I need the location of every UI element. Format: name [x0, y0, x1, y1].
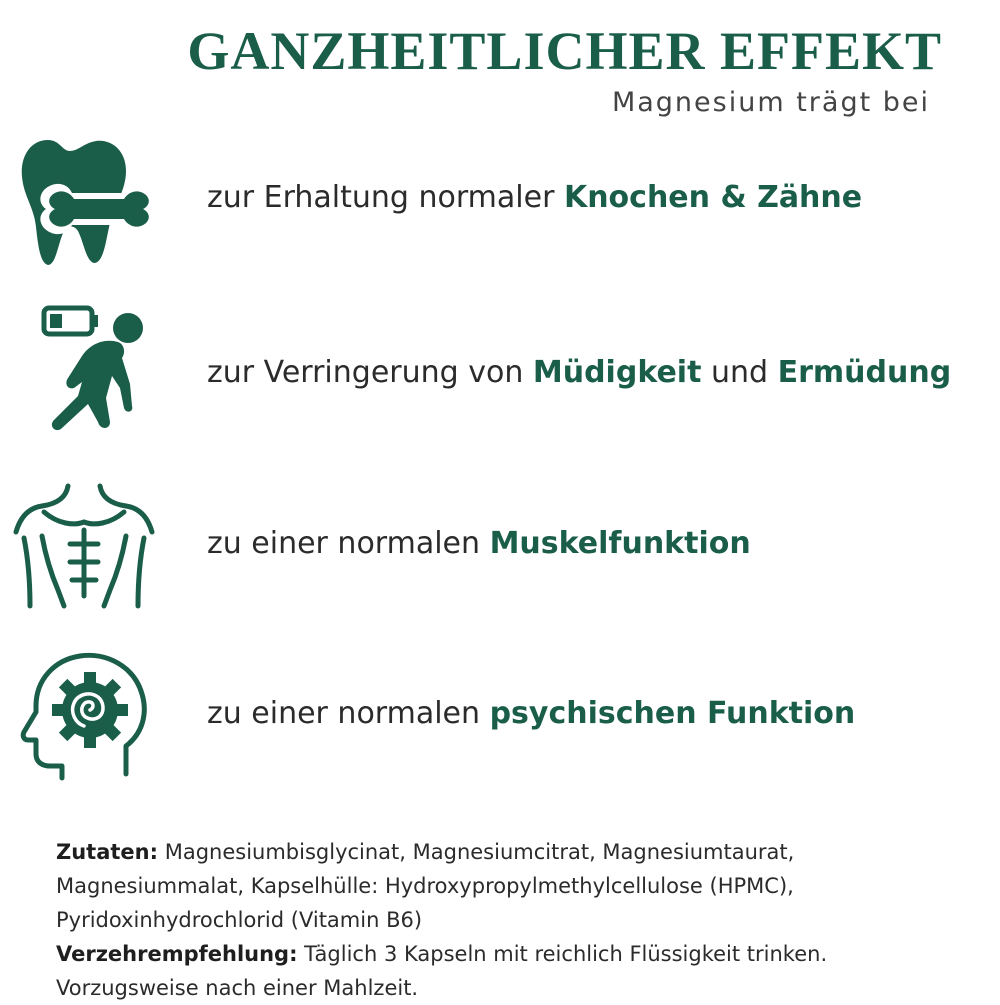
benefit-highlight: psychischen Funktion	[489, 696, 856, 731]
muscle-torso-icon	[8, 478, 168, 613]
recommendation-label: Verzehrempfehlung:	[56, 942, 298, 966]
benefit-text: zu einer normalen Muskelfunktion	[207, 526, 751, 561]
ingredients	[56, 835, 976, 937]
benefit-highlight: Muskelfunktion	[489, 526, 751, 561]
benefit-text: zur Verringerung von Müdigkeit und Ermüdung	[207, 355, 952, 390]
benefit-fatigue	[0, 300, 1000, 440]
page-title: GANZHEITLICHER EFFEKT	[187, 21, 942, 81]
product-info	[56, 835, 976, 1005]
page-subtitle: Magnesium trägt bei	[611, 87, 930, 118]
benefit-text: zu einer normalen psychischen Funktion	[207, 696, 856, 731]
benefit-highlight-2: Ermüdung	[777, 355, 952, 390]
fatigue-person-icon	[8, 300, 168, 440]
recommendation	[56, 937, 976, 1005]
mind-gear-icon	[8, 648, 168, 783]
recommendation-text: Täglich 3 Kapseln mit reichlich Flüssigkeit trinken. Vorzugsweise nach einer Mahlzeit.	[56, 942, 828, 1000]
benefit-highlight: Knochen & Zähne	[563, 180, 863, 215]
tooth-bone-icon	[8, 135, 168, 270]
benefit-highlight: Müdigkeit	[532, 355, 702, 390]
benefit-muscle	[0, 478, 1000, 613]
benefit-text: zur Erhaltung normaler Knochen & Zähne	[207, 180, 863, 215]
ingredients-text: Magnesiumbisglycinat, Magnesiumcitrat, Magnesiumtaurat, Magnesiummalat, Kapselhülle: Hydroxypropylmethylcellulose (HPMC), Pyridoxinhydrochlorid (Vitamin B6)	[56, 840, 795, 932]
benefit-psychic	[0, 648, 1000, 783]
benefit-bones-teeth	[0, 135, 1000, 270]
ingredients-label: Zutaten:	[56, 840, 159, 864]
